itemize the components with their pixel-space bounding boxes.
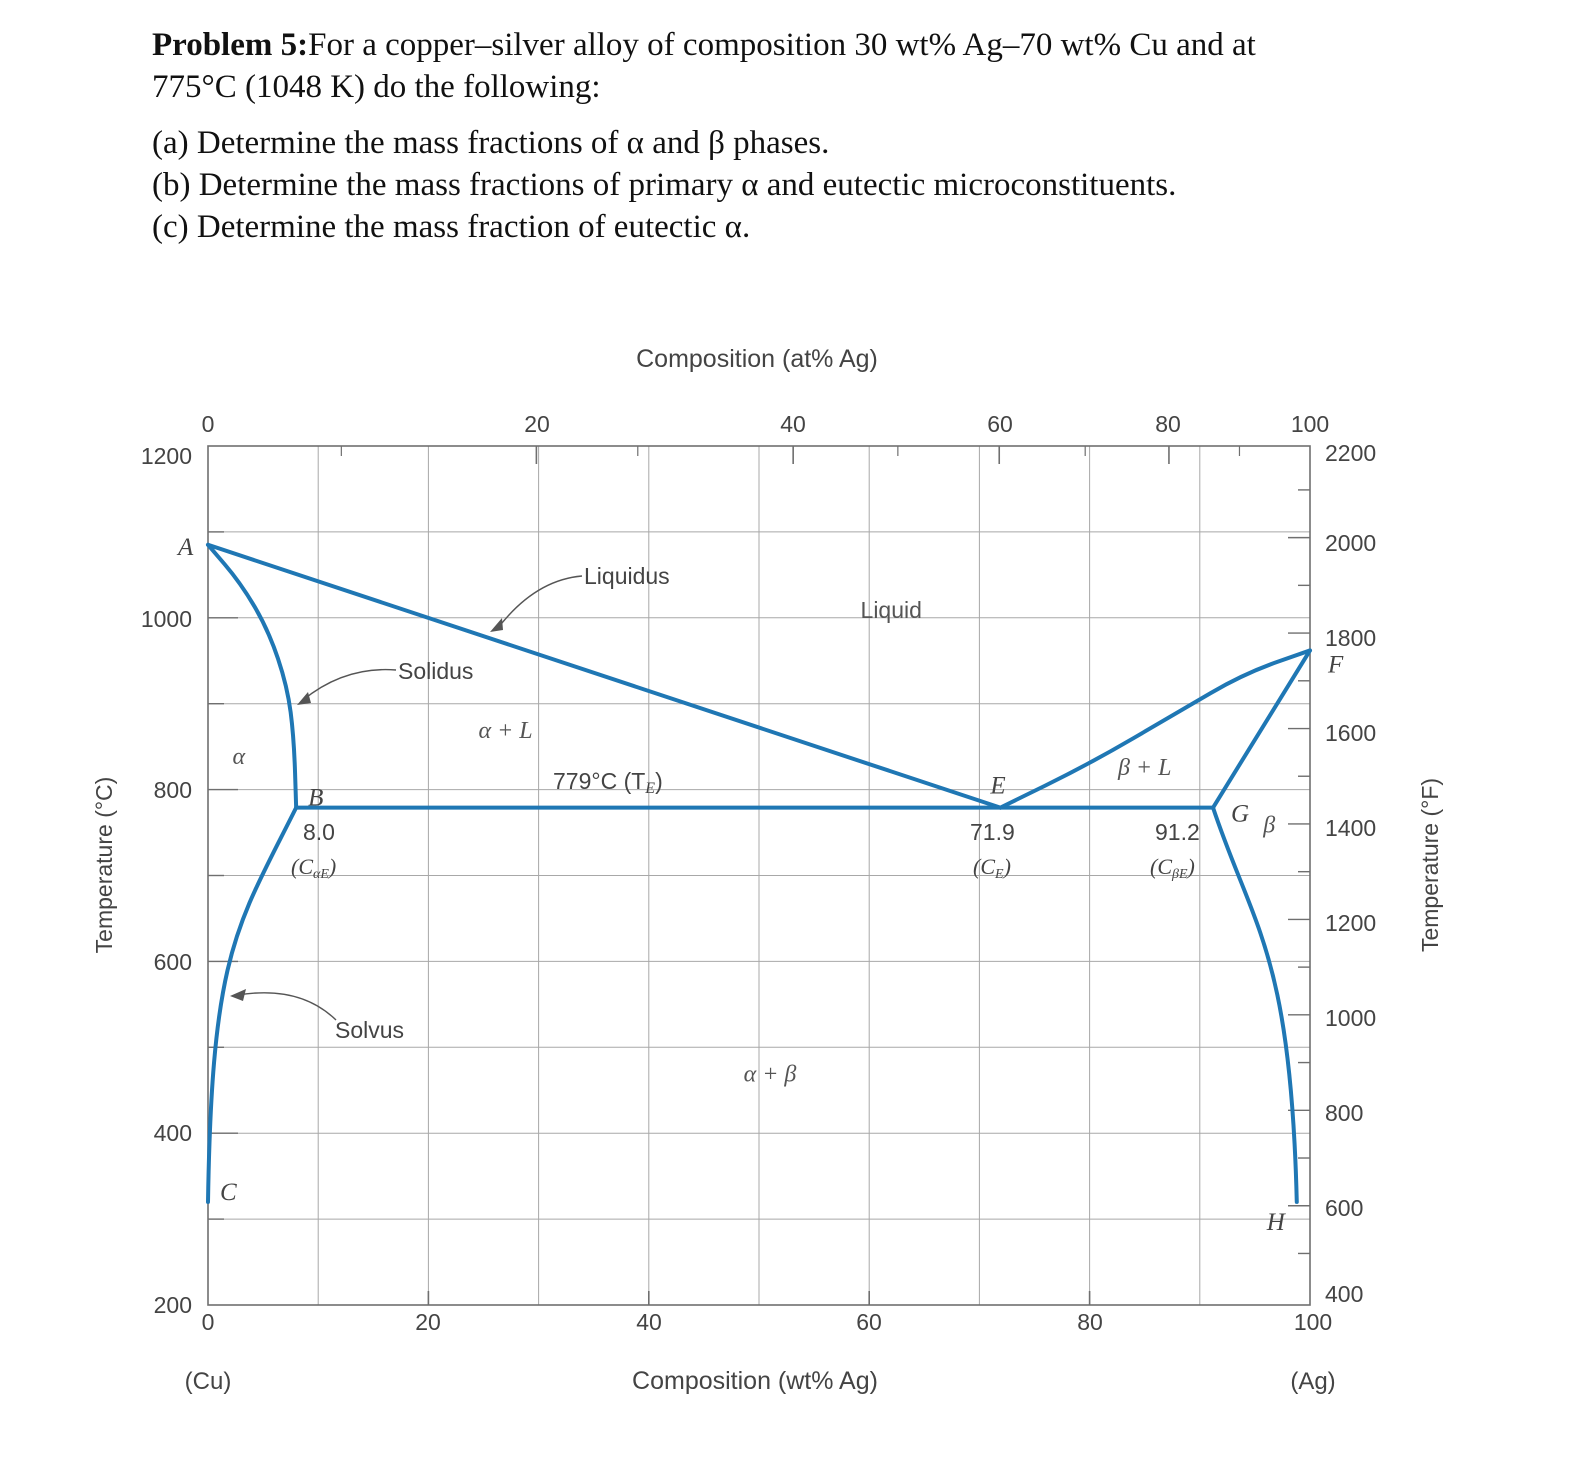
point-label: H [1266,1208,1285,1236]
solidus-label: Solidus [398,658,474,684]
problem-intro-line2: 775°C (1048 K) do the following: [152,69,601,105]
point-label: C [220,1178,237,1206]
solvus-label: Solvus [335,1017,405,1043]
c-beta-e-label: (CβE) [1150,854,1195,882]
y-axis-title: Temperature (°C) [91,776,117,954]
top-tick-label: 60 [987,411,1013,437]
x-end-label-ag: (Ag) [1290,1368,1336,1395]
y2-axis-title: Temperature (°F) [1417,777,1443,953]
y2-tick-label: 1600 [1325,720,1377,746]
c-e-value: 71.9 [970,819,1015,845]
top-tick-label: 20 [524,411,550,437]
problem-part-a: (a) Determine the mass fractions of α and β phases. [152,125,830,161]
problem-intro-text: For a copper–silver alloy of composition 30 wt% Ag–70 wt% Cu and at [308,27,1256,63]
point-label: B [308,784,324,812]
point-label: F [1328,651,1344,679]
x-tick-label: 20 [415,1309,441,1335]
y2-tick-label: 1400 [1325,815,1377,841]
y-tick-label: 1000 [140,606,192,632]
region-label: Liquid [860,596,922,623]
region-label: α + β [743,1061,797,1088]
c-alpha-e-label: (CαE) [291,854,337,882]
x-axis-title: Composition (wt% Ag) [632,1367,878,1395]
x-tick-label: 80 [1077,1309,1103,1335]
y2-tick-label: 1000 [1325,1005,1377,1031]
y2-tick-label: 800 [1325,1100,1364,1126]
y2-tick-label: 600 [1325,1195,1364,1221]
x-tick-label: 60 [856,1309,882,1335]
solidus-arrowhead [297,692,311,705]
solvus-arrowhead [230,989,246,1001]
liquidus-label: Liquidus [584,563,670,589]
x-tick-label: 40 [636,1309,662,1335]
liquidus-arrowhead [490,618,503,632]
label-layer [176,534,1344,1236]
grid-layer [208,446,1310,1305]
problem-part-b: (b) Determine the mass fractions of primary α and eutectic microconstituents. [152,167,1177,203]
y2-tick-label: 400 [1325,1281,1364,1307]
top-tick-label: 80 [1155,411,1181,437]
problem-part-c: (c) Determine the mass fraction of eutectic α. [152,209,751,245]
eutectic-temperature-label: 779°C (TE) [553,768,663,797]
solidus-leader [303,670,396,700]
region-label: β [1263,812,1276,839]
y2-tick-label: 2000 [1325,530,1377,556]
c-e-label: (CE) [973,854,1011,882]
region-label: α [232,743,246,770]
y2-tick-label: 1800 [1325,625,1377,651]
point-label: A [178,533,194,561]
region-label: β + L [1117,754,1172,781]
y-tick-label: 400 [153,1120,192,1146]
top-tick-label: 40 [780,411,806,437]
y2-tick-label: 2200 [1325,440,1377,466]
solvus-alpha-line [208,808,296,1202]
y-tick-label: 800 [153,777,192,803]
top-tick-label: 100 [1290,411,1330,437]
liquidus-leader [498,576,582,628]
problem-heading: Problem 5: [152,27,309,63]
y-tick-label: 600 [153,949,192,975]
solidus-alpha-line [208,545,296,808]
y2-tick-label: 1200 [1325,910,1377,936]
solvus-leader [238,993,336,1020]
top-tick-label: 0 [201,411,215,437]
region-label: α + L [478,718,533,745]
x-end-label-cu: (Cu) [184,1368,232,1395]
x-tick-label: 100 [1293,1309,1333,1335]
point-label: E [990,772,1006,800]
c-beta-e-value: 91.2 [1155,819,1200,845]
top-axis-title: Composition (at% Ag) [636,345,878,373]
point-label: G [1231,800,1250,828]
y-tick-label: 200 [153,1292,192,1318]
solvus-beta-line [1213,808,1297,1202]
c-alpha-e-value: 8.0 [303,819,335,845]
x-tick-label: 0 [201,1309,215,1335]
y-tick-label: 1200 [140,443,192,469]
